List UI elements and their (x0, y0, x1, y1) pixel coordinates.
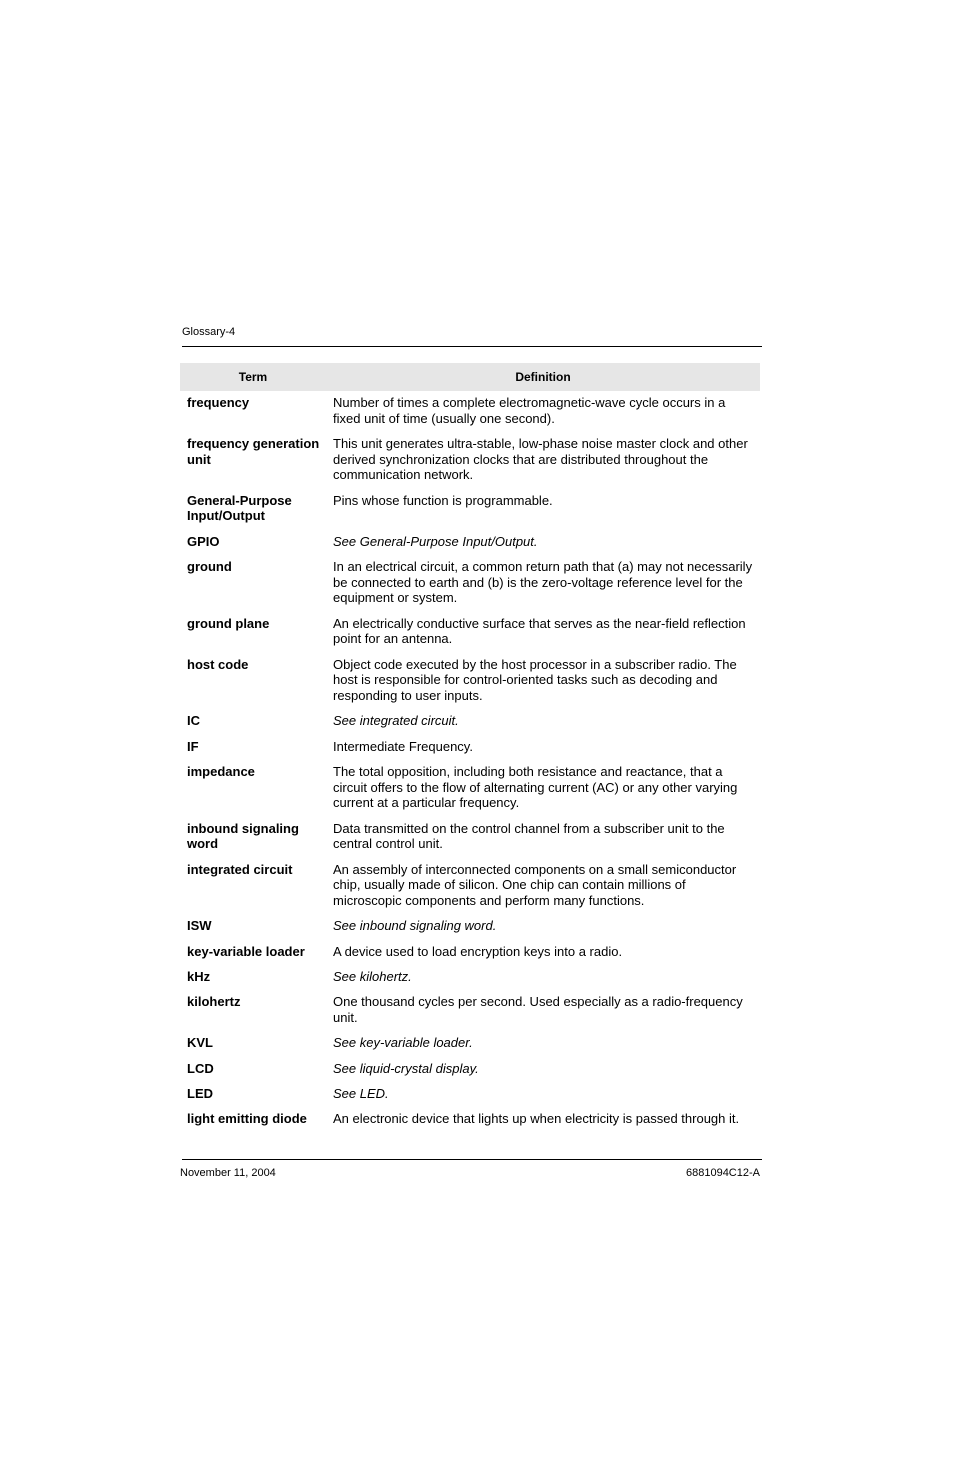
glossary-definition: An assembly of interconnected components on a small semiconductor chip, usually made of silicon. One chip can contain millions of microscopic components and perform many functions. (333, 861, 737, 909)
glossary-term: frequency generation unit (187, 436, 320, 467)
glossary-definition: See General-Purpose Input/Output. (333, 533, 538, 549)
glossary-definition: This unit generates ultra-stable, low-phase noise master clock and other derived synchronization clocks that are distributed throughout the communication network. (333, 436, 748, 483)
glossary-definition: Intermediate Frequency. (333, 738, 473, 754)
glossary-term: frequency (187, 395, 250, 410)
glossary-definition: See key-variable loader. (333, 1035, 473, 1051)
glossary-table (180, 363, 760, 1132)
glossary-definition: See inbound signaling word. (333, 918, 497, 934)
glossary-term: impedance (187, 764, 255, 779)
glossary-term: LED (187, 1085, 213, 1101)
table-row (180, 965, 760, 990)
glossary-term: KVL (187, 1035, 213, 1051)
glossary-definition: The total opposition, including both resistance and reactance, that a circuit offers to the flow of alternating current (AC) or any other varying current at a particular frequency. (333, 764, 738, 811)
table-row (180, 817, 760, 858)
glossary-term: GPIO (187, 533, 220, 549)
glossary-definition: See kilohertz. (333, 969, 412, 984)
table-row (180, 1031, 760, 1056)
table-row (180, 432, 760, 489)
table-row (180, 391, 760, 432)
table-row (180, 940, 760, 965)
glossary-definition: See LED. (333, 1085, 389, 1101)
glossary-term: host code (187, 656, 249, 672)
glossary-definition: A device used to load encryption keys into a radio. (333, 943, 623, 959)
table-row (180, 489, 760, 530)
table-row (180, 555, 760, 612)
column-header-term: Term (180, 363, 326, 391)
footer-document-number: 6881094C12-A (685, 1167, 760, 1179)
page-header-label: Glossary-4 (182, 326, 236, 338)
table-row (180, 1082, 760, 1107)
footer-date: November 11, 2004 (180, 1167, 276, 1179)
table-header-row (180, 363, 760, 391)
header-rule (182, 346, 762, 347)
table-row (180, 735, 760, 760)
table-row (180, 990, 760, 1031)
glossary-definition: In an electrical circuit, a common return path that (a) may not necessarily be connected to earth and (b) is the zero-voltage reference level for the equipment or system. (333, 559, 753, 606)
glossary-term: kHz (187, 969, 211, 984)
glossary-term: key-variable loader (187, 943, 305, 959)
table-row (180, 530, 760, 555)
table-row (180, 612, 760, 653)
glossary-term: ISW (187, 918, 212, 934)
glossary-body (180, 391, 760, 1132)
glossary-term: inbound signaling word (187, 820, 299, 852)
glossary-term: IC (187, 713, 200, 729)
table-row (180, 709, 760, 734)
glossary-definition: Number of times a complete electromagnetic-wave cycle occurs in a fixed unit of time (usually one second). (333, 395, 726, 426)
glossary-term: General-Purpose Input/Output (187, 492, 292, 524)
glossary-definition: Pins whose function is programmable. (333, 492, 553, 508)
table-row (180, 914, 760, 939)
glossary-definition: See liquid-crystal display. (333, 1060, 479, 1076)
table-row (180, 1057, 760, 1082)
glossary-term: ground plane (187, 615, 270, 631)
glossary-term: integrated circuit (187, 861, 293, 877)
glossary-definition: See integrated circuit. (333, 713, 459, 729)
footer-rule (182, 1159, 762, 1160)
column-header-definition: Definition (326, 363, 760, 391)
table-row (180, 858, 760, 915)
table-row (180, 653, 760, 710)
glossary-definition: An electronic device that lights up when electricity is passed through it. (333, 1111, 740, 1127)
glossary-term: kilohertz (187, 994, 241, 1010)
table-row (180, 1107, 760, 1132)
glossary-term: light emitting diode (187, 1111, 307, 1127)
glossary-definition: Object code executed by the host processor in a subscriber radio. The host is responsible for control-oriented tasks such as decoding and responding to user inputs. (333, 656, 737, 704)
table-row (180, 760, 760, 817)
glossary-term: LCD (187, 1060, 214, 1076)
glossary-definition: Data transmitted on the control channel from a subscriber unit to the central control unit. (333, 820, 725, 852)
glossary-term: ground (187, 559, 232, 574)
glossary-definition: One thousand cycles per second. Used especially as a radio-frequency unit. (333, 994, 743, 1025)
glossary-term: IF (187, 738, 199, 754)
glossary-definition: An electrically conductive surface that serves as the near-field reflection point for an antenna. (333, 615, 746, 647)
